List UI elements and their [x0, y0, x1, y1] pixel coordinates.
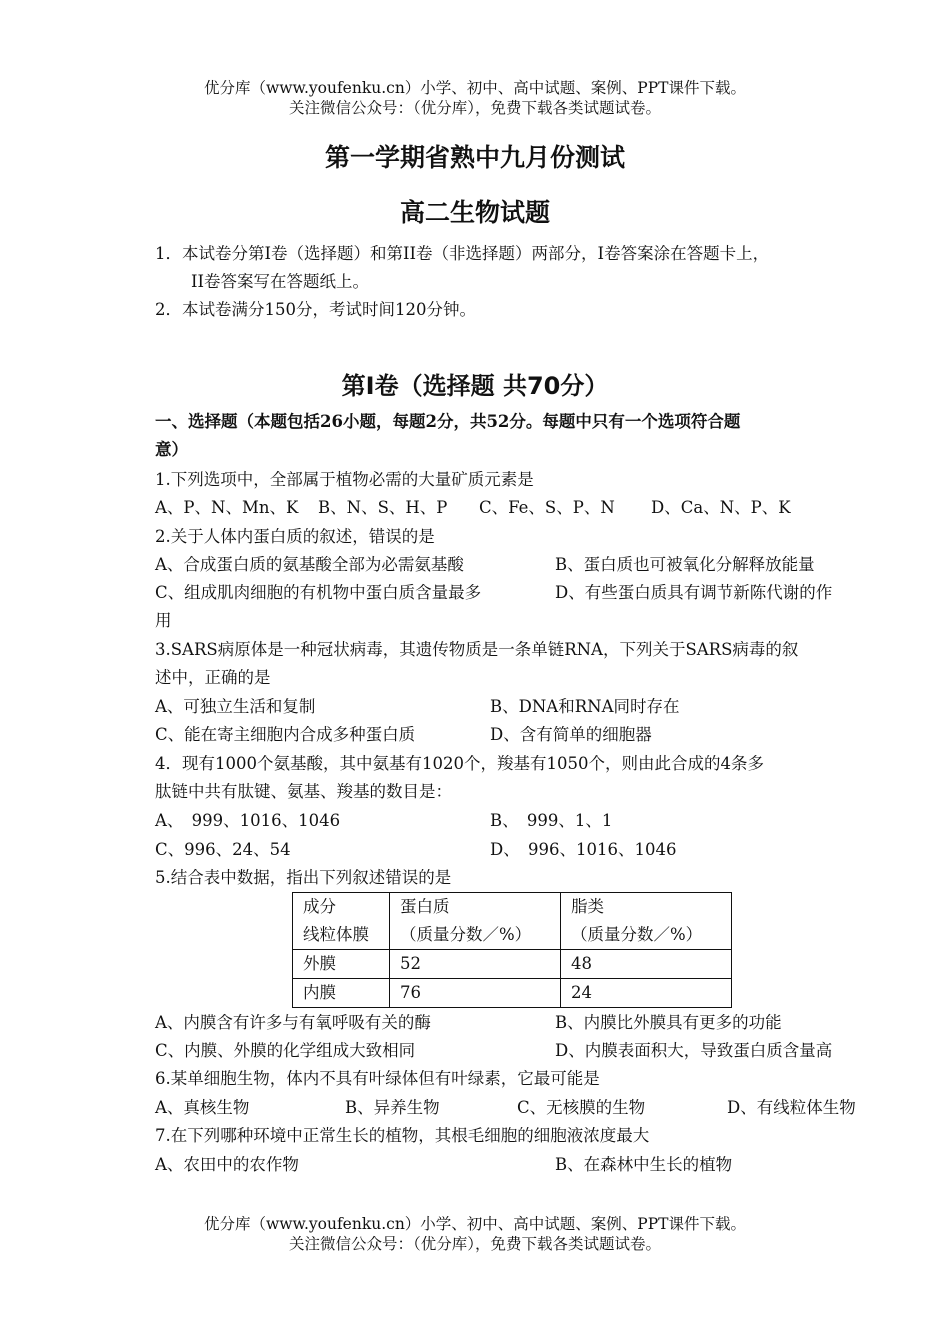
- note-1-continuation: II卷答案写在答题纸上。: [191, 272, 370, 291]
- question-5-option-c: C、内膜、外膜的化学组成大致相同: [155, 1041, 416, 1060]
- question-6-stem: 6.某单细胞生物，体内不具有叶绿体但有叶绿素，它最可能是: [155, 1069, 600, 1088]
- protein-header-title: 蛋白质: [400, 897, 450, 916]
- mitochondria-membrane-table: [292, 892, 732, 1008]
- note-2-text: 本试卷满分150分，考试时间120分钟。: [182, 300, 476, 319]
- row-inner-membrane-lipid: 24: [561, 979, 732, 1008]
- question-2-option-d: D、有些蛋白质具有调节新陈代谢的作: [555, 583, 833, 602]
- section-intro-line-1: 一、选择题（本题包括26小题，每题2分，共52分。每题中只有一个选项符合题: [155, 412, 741, 431]
- question-5-option-a: A、内膜含有许多与有氧呼吸有关的酶: [155, 1013, 431, 1032]
- header-line-2: 关注微信公众号：（优分库），免费下载各类试题试卷。: [288, 99, 661, 117]
- question-5-option-d: D、内膜表面积大，导致蛋白质含量高: [555, 1041, 833, 1060]
- section-intro-line-2: 意）: [155, 440, 188, 459]
- question-3-option-d: D、含有简单的细胞器: [490, 725, 652, 744]
- question-7-option-b: B、在森林中生长的植物: [555, 1155, 733, 1174]
- question-3-option-a: A、可独立生活和复制: [155, 697, 316, 716]
- note-1: [155, 244, 769, 264]
- question-5-option-b: B、内膜比外膜具有更多的功能: [555, 1013, 782, 1032]
- table-corner-top: 成分: [303, 897, 336, 916]
- question-3-stem-line-1: 3.SARS病原体是一种冠状病毒，其遗传物质是一条单链RNA，下列关于SARS病毒的叙: [155, 640, 799, 659]
- question-4-option-a: A、 999、1016、1046: [155, 811, 341, 830]
- table-header-row: [293, 893, 732, 950]
- protein-header-unit: （质量分数／%）: [400, 925, 532, 944]
- page-footer: [0, 1214, 950, 1254]
- table-row: [293, 950, 732, 979]
- note-1-number: 1．: [155, 244, 182, 263]
- table-lipid-header: [561, 893, 732, 950]
- note-2-number: 2．: [155, 300, 182, 319]
- question-4-stem-line-1: 4．现有1000个氨基酸，其中氨基有1020个，羧基有1050个，则由此合成的4条多: [155, 754, 764, 773]
- question-2-option-b: B、蛋白质也可被氧化分解释放能量: [555, 555, 815, 574]
- section-title: 第I卷（选择题 共70分）: [341, 372, 609, 400]
- table-row: [293, 979, 732, 1008]
- exam-subtitle: 高二生物试题: [399, 198, 550, 227]
- exam-title: 第一学期省熟中九月份测试: [324, 143, 625, 172]
- row-outer-membrane-name: 外膜: [293, 950, 390, 979]
- question-4-option-b: B、 999、1、1: [490, 811, 613, 830]
- question-1-option-c: C、Fe、S、P、N: [479, 498, 615, 517]
- question-6-option-a: A、真核生物: [155, 1098, 250, 1117]
- question-6-option-b: B、异养生物: [345, 1098, 440, 1117]
- header-line-1: 优分库（www.youfenku.cn）小学、初中、高中试题、案例、PPT课件下载。: [203, 79, 747, 97]
- question-1-stem: 1.下列选项中，全部属于植物必需的大量矿质元素是: [155, 470, 534, 489]
- page-header: [0, 78, 950, 118]
- question-3-stem-line-2: 述中，正确的是: [155, 668, 271, 687]
- footer-line-2: 关注微信公众号：（优分库），免费下载各类试题试卷。: [288, 1235, 661, 1253]
- row-outer-membrane-lipid: 48: [561, 950, 732, 979]
- question-2-stem: 2.关于人体内蛋白质的叙述，错误的是: [155, 527, 435, 546]
- row-inner-membrane-protein: 76: [390, 979, 561, 1008]
- row-inner-membrane-name: 内膜: [293, 979, 390, 1008]
- question-6-option-d: D、有线粒体生物: [727, 1098, 856, 1117]
- table-protein-header: [390, 893, 561, 950]
- note-1-text: 本试卷分第I卷（选择题）和第II卷（非选择题）两部分，I卷答案涂在答题卡上，: [182, 244, 770, 263]
- question-1-option-b: B、N、S、H、P: [318, 498, 448, 517]
- table-corner-bottom: 线粒体膜: [303, 925, 369, 944]
- question-3-option-b: B、DNA和RNA同时存在: [490, 697, 680, 716]
- question-7-option-a: A、农田中的农作物: [155, 1155, 299, 1174]
- note-2: [155, 300, 476, 320]
- table-corner-cell: [293, 893, 390, 950]
- question-1-option-d: D、Ca、N、P、K: [651, 498, 791, 517]
- question-2-option-d-continuation: 用: [155, 611, 172, 630]
- question-6-option-c: C、无核膜的生物: [517, 1098, 646, 1117]
- question-3-option-c: C、能在寄主细胞内合成多种蛋白质: [155, 725, 416, 744]
- question-1-option-a: A、P、N、Mn、K: [155, 498, 299, 517]
- question-4-option-c: C、996、24、54: [155, 840, 291, 859]
- question-2-option-a: A、合成蛋白质的氨基酸全部为必需氨基酸: [155, 555, 464, 574]
- question-5-stem: 5.结合表中数据，指出下列叙述错误的是: [155, 868, 452, 887]
- question-7-stem: 7.在下列哪种环境中正常生长的植物，其根毛细胞的细胞液浓度最大: [155, 1126, 650, 1145]
- question-2-option-c: C、组成肌肉细胞的有机物中蛋白质含量最多: [155, 583, 482, 602]
- question-4-stem-line-2: 肽链中共有肽键、氨基、羧基的数目是：: [155, 782, 452, 801]
- lipid-header-title: 脂类: [571, 897, 604, 916]
- row-outer-membrane-protein: 52: [390, 950, 561, 979]
- question-4-option-d: D、 996、1016、1046: [490, 840, 677, 859]
- footer-line-1: 优分库（www.youfenku.cn）小学、初中、高中试题、案例、PPT课件下载。: [203, 1215, 747, 1233]
- lipid-header-unit: （质量分数／%）: [571, 925, 703, 944]
